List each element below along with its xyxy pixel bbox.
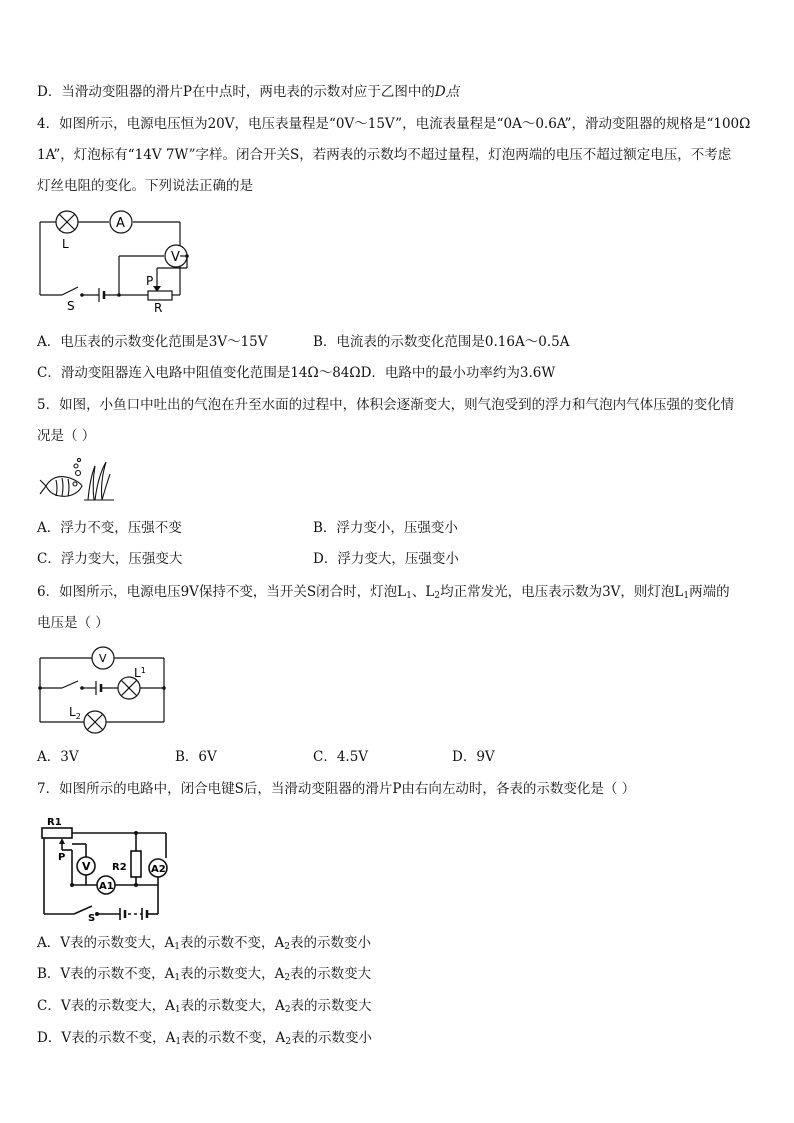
q4-stem-line1: 4．如图所示，电源电压恒为20V，电压表量程是“0V～15V”，电流表量程是“0A～0.6A”，滑动变阻器的规格是“100Ω	[37, 116, 751, 132]
q4-fig-lamp-label: L	[62, 237, 69, 251]
q7-option-a-sub1: 1	[174, 942, 180, 952]
q6-stem-part2: 、L	[411, 584, 435, 600]
q7-circuit-diagram	[42, 814, 182, 922]
q7-option-a-pre: A．V表的示数变大，A	[37, 935, 175, 951]
q4-fig-switch-label: S	[67, 299, 75, 313]
q6-stem-part3: 均正常发光，电压表示数为3V，则灯泡L	[440, 584, 684, 600]
q7-fig-r2-label: R2	[112, 862, 127, 873]
q4-option-d: D．电路中的最小功率约为3.6W	[360, 365, 556, 381]
prev-option-d-text: D．当滑动变阻器的滑片P在中点时，两电表的示数对应于乙图中的	[37, 84, 435, 100]
q5-option-b: B．浮力变小，压强变小	[313, 520, 458, 536]
q4-stem-line3: 灯丝电阻的变化。下列说法正确的是	[37, 178, 253, 194]
prev-option-d	[37, 82, 459, 102]
q4-option-b: B．电流表的示数变化范围是0.16A～0.5A	[313, 334, 570, 350]
q7-option-d-pre: D．V表的示数不变，A	[37, 1030, 176, 1046]
q7-option-d-post: 表的示数变小	[291, 1030, 373, 1046]
q7-option-b-sub2: 2	[284, 973, 291, 983]
q4-stem-line2: 1A”，灯泡标有“14V 7W”字样。闭合开关S，若两表的示数均不超过量程，灯泡两端的电压不超过额定电压，不考虑	[37, 147, 732, 163]
q6-stem-line1	[37, 582, 730, 606]
q6-fig-lamp2-letter: L	[69, 705, 76, 719]
q6-stem-part4: 两端的	[689, 584, 730, 600]
q7-option-d	[37, 1028, 372, 1052]
q4-fig-slider-label: P	[146, 274, 154, 288]
q7-fig-r1-label: R1	[47, 817, 62, 828]
q6-option-c: C．4.5V	[313, 749, 369, 765]
q6-stem-line2: 电压是（ ）	[37, 615, 109, 631]
q6-circuit-diagram	[40, 646, 170, 736]
q7-option-b-mid: 表的示数变大，A	[180, 966, 285, 982]
q4-fig-ammeter-label: A	[116, 216, 125, 231]
q7-option-a-post: 表的示数变小	[289, 935, 371, 951]
q7-fig-a1-label: A1	[99, 881, 114, 892]
q6-stem-sub2: 2	[434, 591, 441, 601]
q6-stem-sub1: 1	[406, 591, 412, 601]
q4-circuit-diagram	[37, 206, 197, 316]
q5-stem-line1: 5．如图，小鱼口中吐出的气泡在升至水面的过程中，体积会逐渐变大，则气泡受到的浮力和气泡内气体压强的变化情	[37, 397, 735, 413]
q7-fig-a2-label: A2	[151, 864, 166, 875]
q5-stem-line2: 况是（ ）	[37, 428, 96, 444]
q7-option-b-sub1: 1	[174, 973, 181, 983]
prev-option-d-end: D点	[434, 84, 460, 100]
q4-option-a: A．电压表的示数变化范围是3V～15V	[37, 334, 268, 350]
q7-option-a-sub2: 2	[284, 942, 290, 952]
q4-option-c: C．滑动变阻器连入电路中阻值变化范围是14Ω～84Ω	[37, 365, 361, 381]
q7-option-a	[37, 933, 371, 957]
q7-option-c-sub1: 1	[174, 1005, 181, 1015]
q7-option-b-post: 表的示数变大	[290, 966, 372, 982]
q6-fig-lamp1-label	[134, 666, 146, 680]
q7-option-d-mid: 表的示数不变，A	[181, 1030, 286, 1046]
q6-stem-part1: 6．如图所示，电源电压9V保持不变，当开关S闭合时，灯泡L	[37, 584, 407, 600]
q6-fig-lamp2-label	[69, 705, 81, 721]
q7-option-c-sub2: 2	[284, 1005, 291, 1015]
q6-option-d: D．9V	[452, 749, 495, 765]
q7-option-c-post: 表的示数变大	[290, 998, 372, 1014]
q6-fig-voltmeter-label: V	[99, 652, 107, 665]
q6-option-b: B．6V	[175, 749, 217, 765]
q6-stem-sub3: 1	[683, 591, 690, 601]
q4-fig-rheostat-label: R	[154, 301, 163, 315]
q5-option-a: A．浮力不变，压强不变	[37, 520, 182, 536]
q7-option-c-mid: 表的示数变大，A	[180, 998, 285, 1014]
q6-option-a: A．3V	[37, 749, 79, 765]
q5-fish-bubbles-figure	[40, 456, 120, 504]
q4-fig-voltmeter-label: V	[171, 250, 180, 265]
q6-fig-lamp2-sub: 2	[75, 712, 81, 721]
q5-option-c: C．浮力变大，压强变大	[37, 551, 183, 567]
q4-option-cd	[37, 363, 555, 383]
q7-option-c-pre: C．V表的示数变大，A	[37, 998, 175, 1014]
q7-fig-switch-label: S	[88, 913, 96, 924]
q7-option-d-sub2: 2	[285, 1037, 292, 1047]
q7-option-b-pre: B．V表的示数不变，A	[37, 966, 175, 982]
q7-fig-voltmeter-label: V	[82, 860, 91, 873]
q7-option-c	[37, 996, 372, 1020]
q7-stem-line1: 7．如图所示的电路中，闭合电键S后，当滑动变阻器的滑片P由右向左动时，各表的示数变化是（ ）	[37, 781, 636, 797]
q7-option-a-mid: 表的示数不变，A	[179, 935, 285, 951]
q7-option-b	[37, 964, 371, 988]
q6-fig-lamp1-letter: L	[134, 666, 141, 680]
q7-fig-slider-label: P	[58, 852, 66, 863]
q7-option-d-sub1: 1	[175, 1037, 182, 1047]
q5-option-d: D．浮力变大，压强变小	[313, 551, 459, 567]
q6-fig-lamp1-sub: 1	[140, 666, 146, 675]
